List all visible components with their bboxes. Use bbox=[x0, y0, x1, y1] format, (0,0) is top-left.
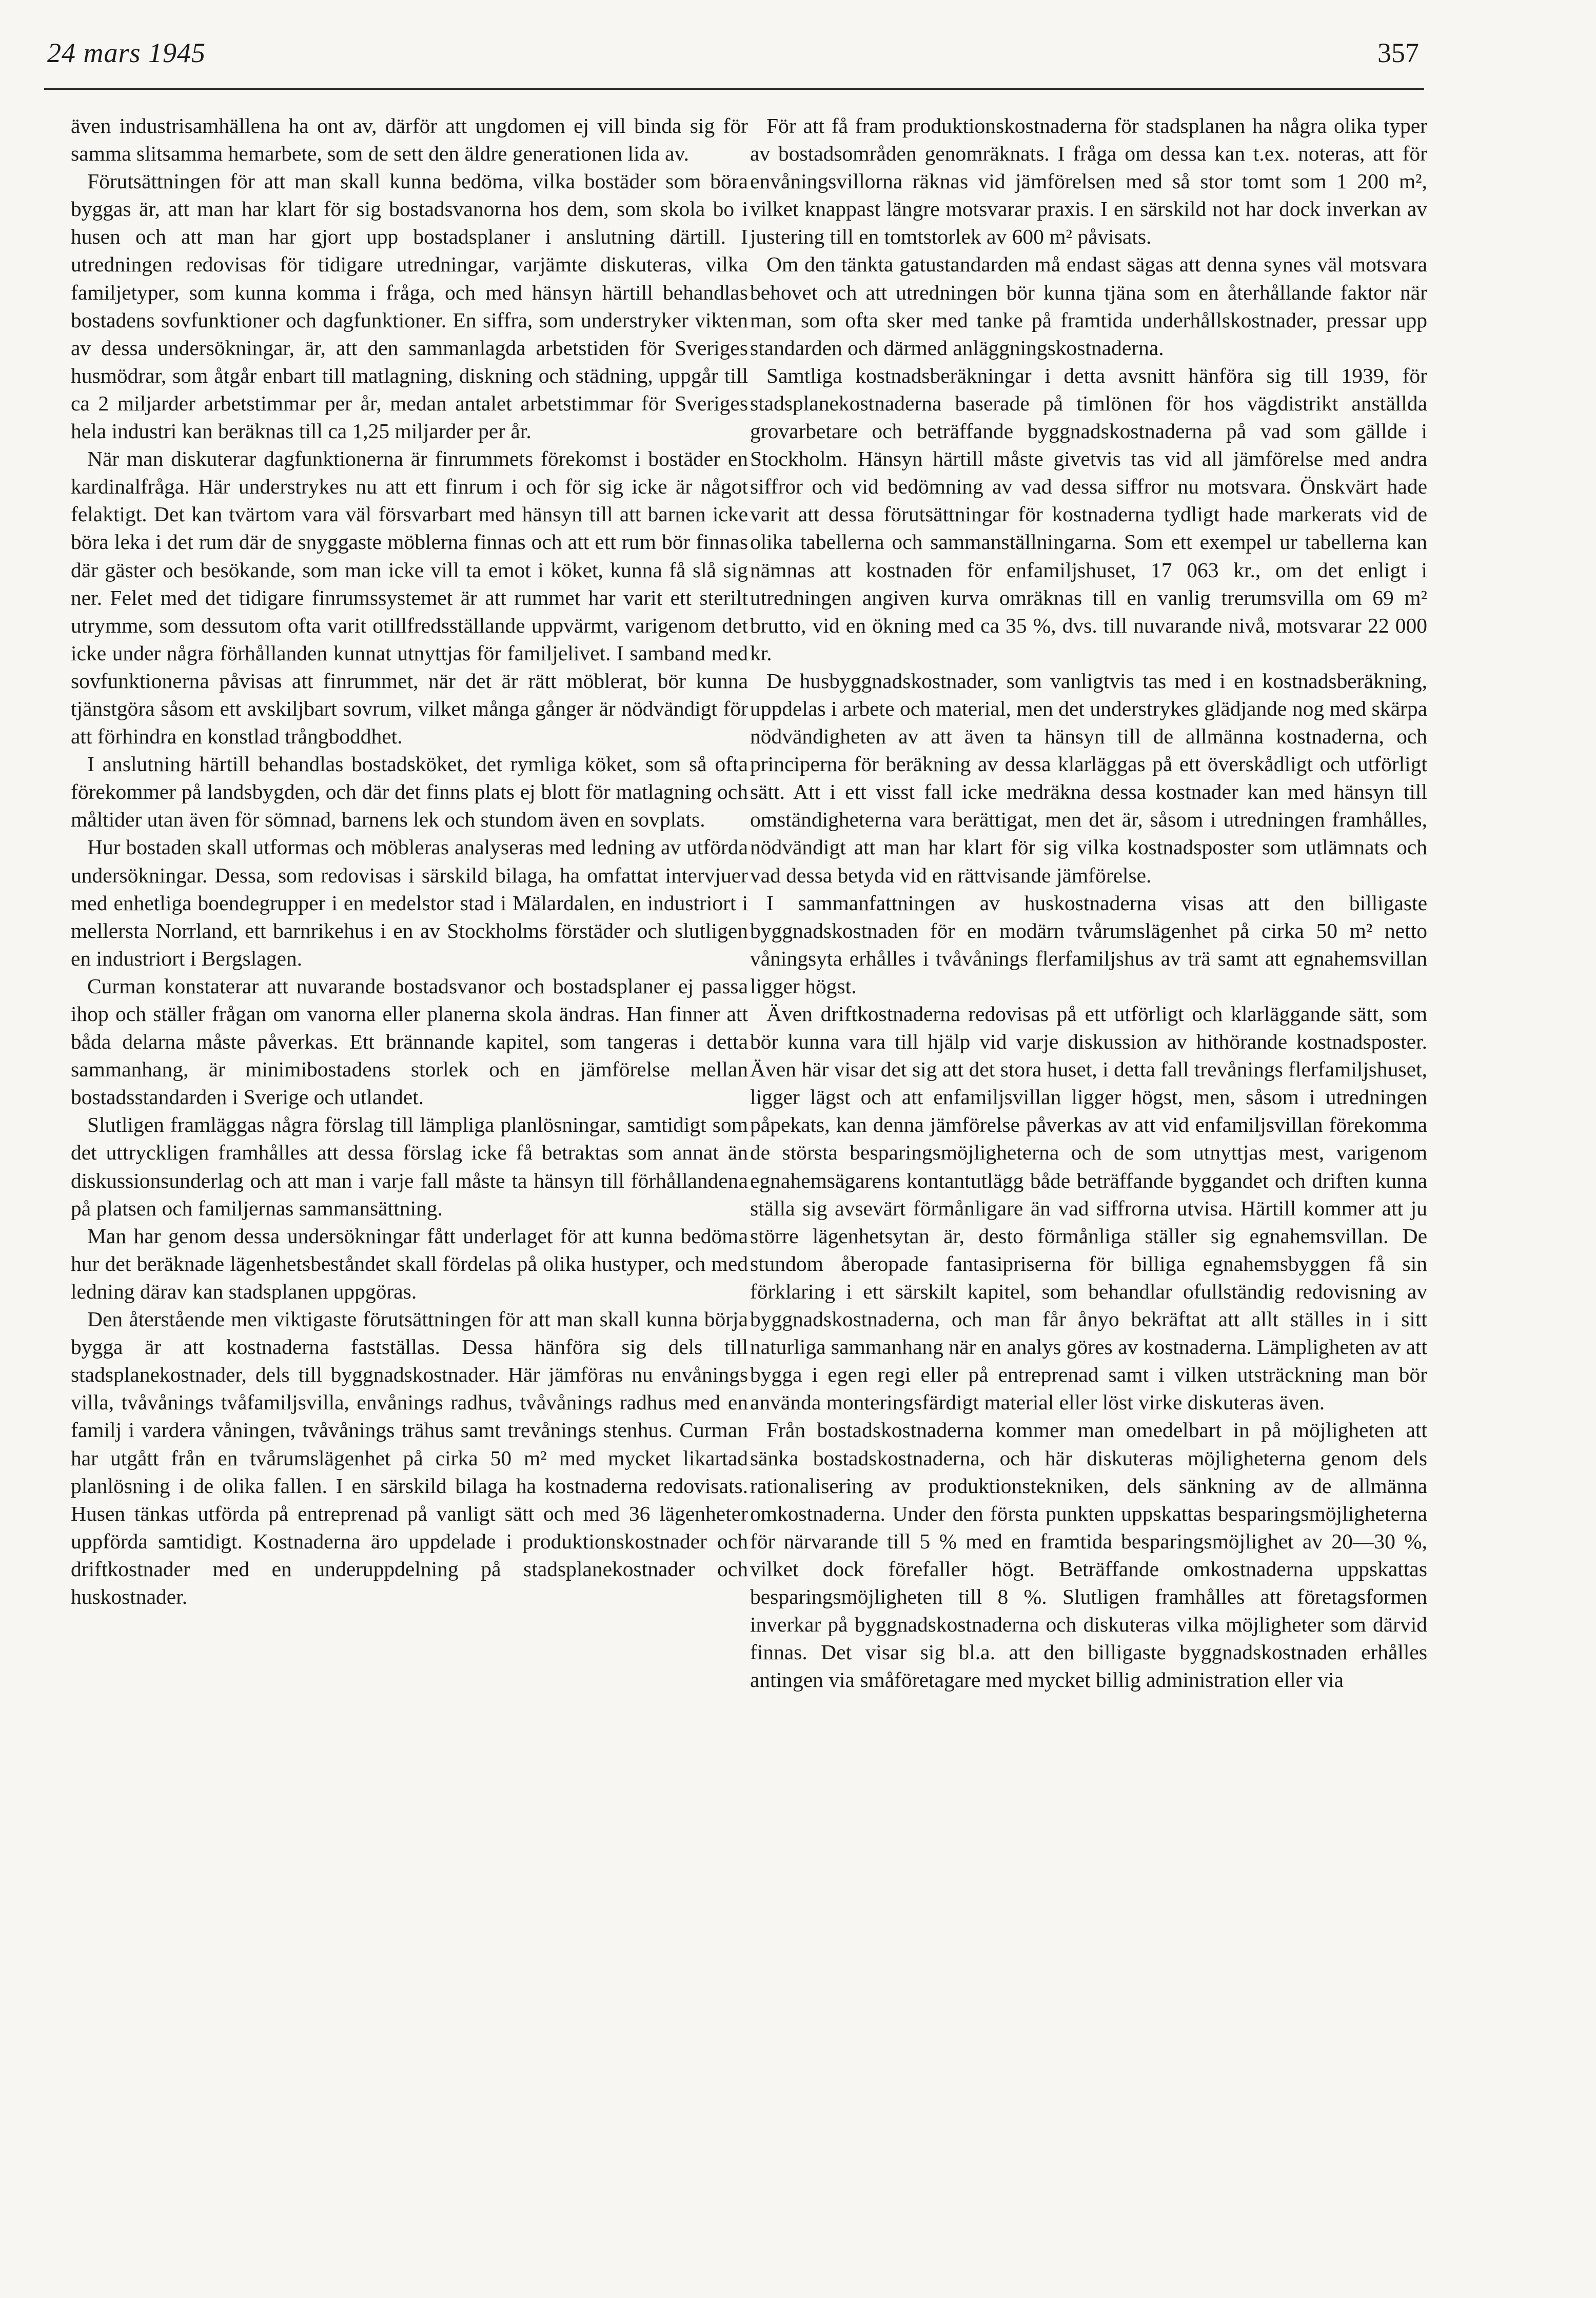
paragraph: Även driftkostnaderna redovisas på ett utförligt och klarläggande sätt, som bör kunna vara till hjälp vid varje diskussion av hithörande kostnadsposter. Även här visar det sig att det stora huset, i detta fall trevånings flerfamiljshuset, ligger lägst och att enfamiljsvillan ligger högst, men, såsom i utredningen påpekats, kan denna jämförelse påverkas av att vid enfamiljsvillan förekomma de största besparingsmöjligheterna och de som utnyttjas mest, varigenom egnahemsägarens kontantutlägg både beträffande byggandet och driften kunna ställa sig avsevärt förmånligare än vad siffrorna utvisa. Härtill kommer att ju större lägenhetsytan är, desto förmånliga ställer sig egnahemsvillan. De stundom åberopade fantasipriserna för billiga egnahemsbyggen få sin förklaring i ett särskilt kapitel, som behandlar ofullständig redovisning av byggnadskostnaderna, och man får ånyo bekräftat att allt ställes in i sitt naturliga sammanhang när en analys göres av kostnaderna. Lämpligheten av att bygga i egen regi eller på entreprenad samt i vilken utsträckning man bör använda monteringsfärdigt material eller löst virke diskuteras även. bbox=[750, 1002, 1427, 1415]
paragraph: Man har genom dessa undersökningar fått underlaget för att kunna bedöma hur det beräknade lägenhetsbeståndet skall fördelas på olika hustyper, och med ledning därav kan stadsplanen uppgöras. bbox=[71, 1224, 748, 1303]
paragraph: Curman konstaterar att nuvarande bostadsvanor och bostadsplaner ej passa ihop och ställer frågan om vanorna eller planerna skola ändras. Han finner att båda delarna måste påverkas. Ett brännande kapitel, som tangeras i detta sammanhang, är minimibostadens storlek och en jämförelse mellan bostadsstandarden i Sverige och utlandet. bbox=[71, 974, 748, 1109]
page-header bbox=[44, 32, 1424, 90]
right-column bbox=[750, 112, 1427, 1694]
paragraph: För att få fram produktionskostnaderna för stadsplanen ha några olika typer av bostadsområden genomräknats. I fråga om dessa kan t.ex. noteras, att för envåningsvillorna räknas vid jämförelsen med så stor tomt som 1 200 m², vilket knappast längre motsvarar praxis. I en särskild not har dock inverkan av justering till en tomtstorlek av 600 m² påvisats. bbox=[750, 114, 1427, 249]
paragraph: Från bostadskostnaderna kommer man omedelbart in på möjligheten att sänka bostadskostnaderna, och här diskuteras möjligheterna genom dels rationalisering av produktionstekniken, dels sänkning av de allmänna omkostnaderna. Under den första punkten uppskattas besparingsmöjligheterna för närvarande till 5 % med en framtida besparingsmöjlighet av 20—30 %, vilket dock förefaller högt. Beträffande omkostnaderna uppskattas besparingsmöjligheten till 8 %. Slutligen framhålles att företagsformen inverkar på byggnadskostnaderna och diskuteras vilka möjligheter som därvid finnas. Det visar sig bl.a. att den billigaste byggnadskostnaden erhålles antingen via småföretagare med mycket billig administration eller via bbox=[750, 1418, 1427, 1692]
paragraph: Förutsättningen för att man skall kunna bedöma, vilka bostäder som böra byggas är, att man har klart för sig bostadsvanorna hos dem, som skola bo i husen och att man har gjort upp bostadsplaner i anslutning därtill. I utredningen redovisas för tidigare utredningar, varjämte diskuteras, vilka familjetyper, som kunna komma i fråga, och med hänsyn härtill behandlas bostadens sovfunktioner och dagfunktioner. En siffra, som understryker vikten av dessa undersökningar, är, att den sammanlagda arbetstiden för Sveriges husmödrar, som åtgår enbart till matlagning, diskning och städning, uppgår till ca 2 miljarder arbetstimmar per år, medan antalet arbetstimmar för Sveriges hela industri kan beräknas till ca 1,25 miljarder per år. bbox=[71, 169, 748, 443]
paragraph: I anslutning härtill behandlas bostadsköket, det rymliga köket, som så ofta förekommer på landsbygden, och där det finns plats ej blott för matlagning och måltider utan även för sömnad, barnens lek och stundom även en sovplats. bbox=[71, 752, 748, 832]
issue-date: 24 mars 1945 bbox=[47, 37, 206, 68]
paragraph: När man diskuterar dagfunktionerna är finrummets förekomst i bostäder en kardinalfråga. Här understrykes nu att ett finrum i och för sig icke är något felaktigt. Det kan tvärtom vara väl försvarbart med hänsyn till att barnen icke böra leka i det rum där de snyggaste möblerna finnas och att ett rum bör finnas där gäster och besökande, som man icke vill ta emot i köket, kunna få slå sig ner. Felet med det tidigare finrumssystemet är att rummet har varit ett sterilt utrymme, som dessutom ofta varit otillfredsställande uppvärmt, varigenom det icke under några förhållanden kunnat utnyttjas för familjelivet. I samband med sovfunktionerna påvisas att finrummet, när det är rätt möblerat, bör kunna tjänstgöra såsom ett avskiljbart sovrum, vilket många gånger är nödvändigt för att förhindra en konstlad trångboddhet. bbox=[71, 447, 748, 749]
paragraph: I sammanfattningen av huskostnaderna visas att den billigaste byggnadskostnaden för en modärn tvårumslägenhet på cirka 50 m² netto våningsyta erhålles i tvåvånings flerfamiljshus av trä samt att egnahemsvillan ligger högst. bbox=[750, 891, 1427, 998]
paragraph: Samtliga kostnadsberäkningar i detta avsnitt hänföra sig till 1939, för stadsplanekostnaderna baserade på timlönen för hos vägdistrikt anställda grovarbetare och beträffande byggnadskostnaderna på vad som gällde i Stockholm. Hänsyn härtill måste givetvis tas vid all jämförelse med andra siffror och vid bedömning av vad dessa siffror nu motsvara. Önskvärt hade varit att dessa förutsättningar för kostnaderna tydligt hade markerats vid de olika tabellerna och sammanställningarna. Som ett exempel ur tabellerna kan nämnas att kostnaden för enfamiljshuset, 17 063 kr., om det enligt i utredningen angiven kurva omräknas till en vanlig trerumsvilla om 69 m² brutto, vid en ökning med ca 35 %, dvs. till nuvarande nivå, motsvarar 22 000 kr. bbox=[750, 363, 1427, 665]
paragraph: Hur bostaden skall utformas och möbleras analyseras med ledning av utförda undersökningar. Dessa, som redovisas i särskild bilaga, ha omfattat intervjuer med enhetliga boendegrupper i en medelstor stad i Mälardalen, en industriort i mellersta Norrland, ett barnrikehus i en av Stockholms förstäder och slutligen en industriort i Bergslagen. bbox=[71, 835, 748, 970]
paragraph: även industrisamhällena ha ont av, därför att ungdomen ej vill binda sig för samma slitsamma hemarbete, som de sett den äldre generationen lida av. bbox=[71, 114, 748, 166]
left-column bbox=[71, 112, 748, 1610]
paragraph: Om den tänkta gatustandarden må endast sägas att denna synes väl motsvara behovet och att utredningen bör kunna tjäna som en återhållande faktor när man, som ofta sker med tanke på framtida underhållskostnader, pressar upp standarden och därmed anläggningskostnaderna. bbox=[750, 252, 1427, 360]
paragraph: Slutligen framläggas några förslag till lämpliga planlösningar, samtidigt som det uttryckligen framhålles att dessa förslag icke få betraktas som annat än diskussionsunderlag och att man i varje fall måste ta hänsyn till förhållandena på platsen och familjernas sammansättning. bbox=[71, 1113, 748, 1220]
paragraph: Den återstående men viktigaste förutsättningen för att man skall kunna börja bygga är att kostnaderna fastställas. Dessa hänföra sig dels till stadsplanekostnader, dels till byggnadskostnader. Här jämföras nu envånings villa, tvåvånings tvåfamiljsvilla, envånings radhus, tvåvånings radhus med en familj i vardera våningen, tvåvånings trähus samt trevånings stenhus. Curman har utgått från en tvårumslägenhet på cirka 50 m² med mycket likartad planlösning i de olika fallen. I en särskild bilaga ha kostnaderna redovisats. Husen tänkas utförda på entreprenad på vanligt sätt och med 36 lägenheter uppförda samtidigt. Kostnaderna äro uppdelade i produktionskostnader och driftkostnader med en underuppdelning på stadsplanekostnader och huskostnader. bbox=[71, 1307, 748, 1608]
paragraph: De husbyggnadskostnader, som vanligtvis tas med i en kostnadsberäkning, uppdelas i arbete och material, men det understrykes glädjande nog med skärpa nödvändigheten av att även ta hänsyn till de allmänna kostnaderna, och principerna för beräkning av dessa klarläggas på ett överskådligt och utförligt sätt. Att i ett visst fall icke medräkna dessa kostnader kan med hänsyn till omständigheterna vara berättigat, men det är, såsom i utredningen framhålles, nödvändigt att man har klart för sig vilka kostnadsposter som utlämnats och vad dessa betyda vid en rättvisande jämförelse. bbox=[750, 669, 1427, 887]
page-number: 357 bbox=[1377, 37, 1419, 68]
